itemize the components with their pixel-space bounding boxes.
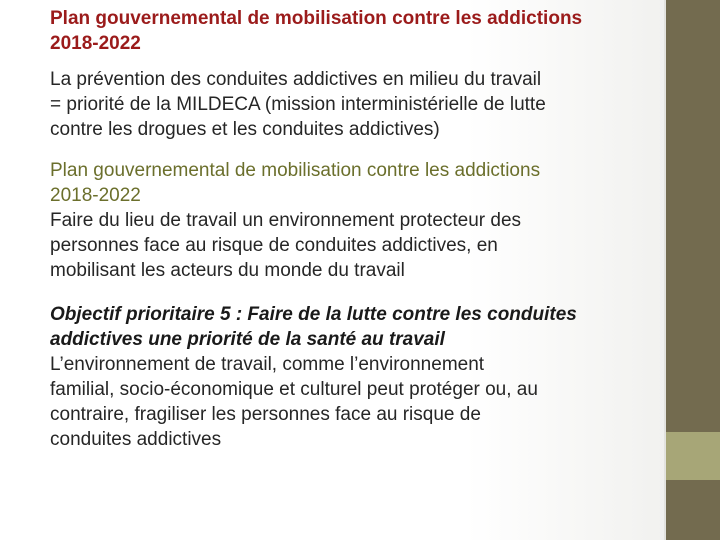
objective-text-line: L’environnement de travail, comme l’environnement [50, 354, 485, 375]
objective-text-line: conduites addictives [50, 429, 222, 450]
side-band-light [666, 432, 720, 480]
objective-paragraph [50, 302, 650, 452]
slide-title-line: 2018-2022 [50, 33, 141, 54]
objective-title-line: Objectif prioritaire 5 : Faire de la lutte contre les conduites [50, 304, 577, 325]
slide-content [50, 6, 650, 452]
intro-line: contre les drogues et les conduites addictives) [50, 119, 440, 140]
slide-title [50, 6, 650, 56]
intro-line: = priorité de la MILDECA (mission interministérielle de lutte [50, 94, 546, 115]
plan-text-line: Faire du lieu de travail un environnement protecteur des [50, 210, 522, 231]
slide-title-line: Plan gouvernemental de mobilisation contre les addictions [50, 8, 583, 29]
side-band-bottom [666, 480, 720, 540]
intro-line: La prévention des conduites addictives en milieu du travail [50, 69, 542, 90]
plan-heading-line: 2018-2022 [50, 185, 141, 206]
plan-text-line: personnes face au risque de conduites addictives, en [50, 235, 498, 256]
objective-text-line: contraire, fragiliser les personnes face au risque de [50, 404, 481, 425]
intro-paragraph [50, 67, 650, 142]
plan-paragraph [50, 158, 650, 283]
side-band-dark [666, 0, 720, 432]
plan-heading-line: Plan gouvernemental de mobilisation contre les addictions [50, 160, 541, 181]
objective-text-line: familial, socio-économique et culturel peut protéger ou, au [50, 379, 538, 400]
plan-text-line: mobilisant les acteurs du monde du travail [50, 260, 405, 281]
objective-title-line: addictives une priorité de la santé au travail [50, 329, 445, 350]
